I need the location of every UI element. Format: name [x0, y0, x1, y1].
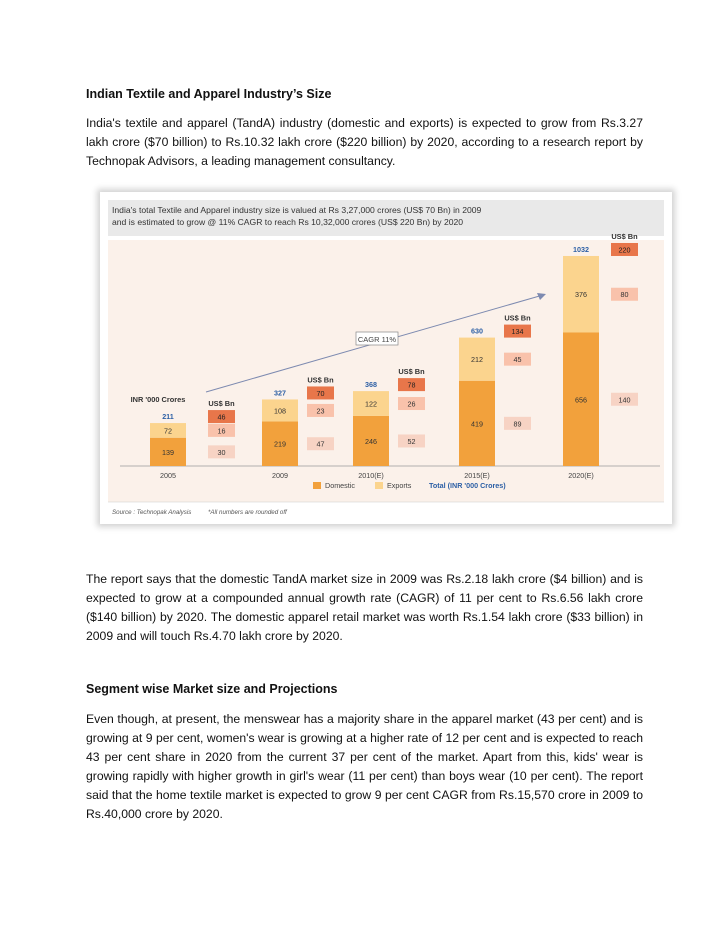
- usd-unit-label: US$ Bn: [398, 367, 425, 377]
- usd-exports-value: 45: [513, 355, 522, 365]
- usd-domestic-value: 89: [513, 419, 522, 429]
- usd-domestic-value: 52: [407, 436, 416, 446]
- category-tick-label: 2009: [272, 471, 288, 480]
- total-inr-label: 368: [365, 380, 377, 390]
- domestic-value-label: 656: [575, 395, 587, 405]
- paragraph-industry-size: India's textile and apparel (TandA) industry (domestic and exports) is expected to grow from Rs.3.27 lakh crore ($70 billion) to Rs.10.32 lakh crore ($220 billion) by 2020, according to a research report by Technopak Advisors, a leading management consultancy.: [86, 116, 643, 168]
- legend-label-exports: Exports: [387, 481, 412, 490]
- category-tick-label: 2005: [160, 471, 176, 480]
- usd-total-value: 78: [407, 380, 416, 390]
- legend-label-total: Total (INR '000 Crores): [429, 481, 506, 490]
- legend-swatch-exports: [375, 482, 383, 489]
- usd-domestic-value: 140: [618, 395, 631, 405]
- usd-unit-label: US$ Bn: [208, 399, 235, 409]
- chart-title-line: India's total Textile and Apparel industry size is valued at Rs 3,27,000 crores (US$ 70 Bn) in 2009: [112, 205, 482, 215]
- total-inr-label: 630: [471, 326, 483, 336]
- inr-unit-label: INR '000 Crores: [130, 395, 186, 404]
- chart-canvas: [100, 192, 672, 524]
- legend-label-domestic: Domestic: [325, 481, 355, 490]
- domestic-value-label: 219: [274, 439, 286, 449]
- exports-value-label: 108: [274, 406, 286, 416]
- exports-value-label: 122: [365, 399, 377, 409]
- paragraph-segment: Even though, at present, the menswear has a majority share in the apparel market (43 per cent) and is growing at 9 per cent, women's wear is growing at a higher rate of 12 per cent and is expected to reach 43 per cent share in 2020 from the current 37 per cent of the market. Apart from this, kids' wear is growing rapidly with higher growth in girl's wear (11 per cent) than boys wear (10 per cent). The report said that the home textile market is expected to grow 9 per cent CAGR from Rs.15,570 crore in 2009 to Rs.40,000 crore by 2020.: [86, 712, 643, 821]
- usd-exports-value: 16: [217, 426, 226, 436]
- usd-exports-value: 23: [316, 406, 325, 416]
- domestic-value-label: 246: [365, 436, 377, 446]
- usd-total-value: 134: [511, 327, 524, 337]
- chart-source: Source : Technopak Analysis: [112, 509, 192, 516]
- paragraph-domestic-market: The report says that the domestic TandA market size in 2009 was Rs.2.18 lakh crore ($4 billion) and is expected to grow at a compounded annual growth rate (CAGR) of 11 per cent to Rs.6.56 lakh crore ($140 billion) by 2020. The domestic apparel retail market was worth Rs.1.54 lakh crore ($33 billion) in 2009 and will touch Rs.4.70 lakh crore by 2020.: [86, 572, 643, 643]
- usd-total-value: 70: [316, 388, 325, 398]
- total-inr-label: 327: [274, 388, 286, 398]
- usd-total-value: 46: [217, 412, 226, 422]
- industry-size-chart: [100, 192, 672, 524]
- category-tick-label: 2015(E): [464, 471, 490, 480]
- usd-unit-label: US$ Bn: [307, 375, 334, 385]
- category-tick-label: 2020(E): [568, 471, 594, 480]
- exports-value-label: 376: [575, 290, 587, 300]
- section-heading-industry-size: Indian Textile and Apparel Industry’s Size: [86, 87, 332, 101]
- exports-value-label: 72: [164, 426, 172, 436]
- usd-domestic-value: 30: [217, 447, 226, 457]
- usd-unit-label: US$ Bn: [504, 313, 531, 323]
- category-tick-label: 2010(E): [358, 471, 384, 480]
- exports-value-label: 212: [471, 355, 483, 365]
- total-inr-label: 211: [162, 412, 174, 422]
- chart-title-line: and is estimated to grow @ 11% CAGR to reach Rs 10,32,000 crores (US$ 220 Bn) by 2020: [112, 217, 464, 227]
- legend-swatch-domestic: [313, 482, 321, 489]
- usd-exports-value: 80: [620, 290, 629, 300]
- total-inr-label: 1032: [573, 244, 589, 254]
- usd-exports-value: 26: [407, 399, 416, 409]
- domestic-value-label: 419: [471, 419, 483, 429]
- section-heading-segment: Segment wise Market size and Projections: [86, 682, 338, 696]
- chart-footnote: *All numbers are rounded off: [208, 509, 287, 516]
- usd-domestic-value: 47: [316, 439, 325, 449]
- usd-unit-label: US$ Bn: [611, 231, 638, 241]
- usd-total-value: 220: [618, 245, 631, 255]
- domestic-value-label: 139: [162, 447, 174, 457]
- cagr-label: CAGR 11%: [357, 335, 397, 344]
